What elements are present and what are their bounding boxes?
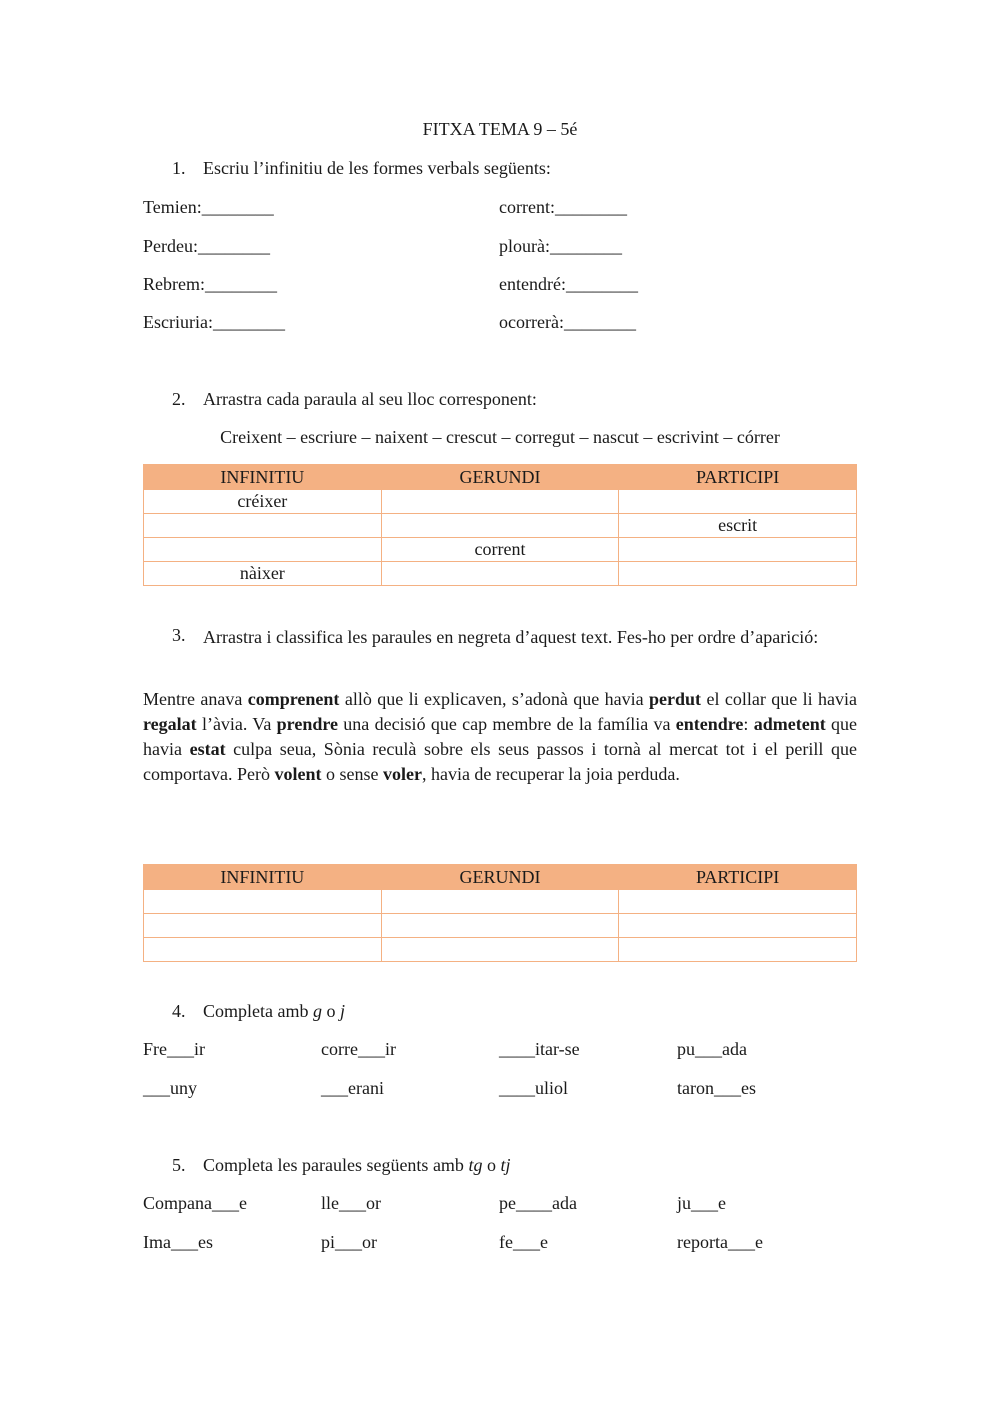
q5-prompt-tg: tg xyxy=(468,1155,483,1175)
q5-prompt-o: o xyxy=(482,1155,501,1175)
drop-cell[interactable] xyxy=(619,562,857,586)
q4-prompt xyxy=(203,1001,345,1022)
q1-number: 1. xyxy=(172,158,186,178)
table-row xyxy=(144,514,857,538)
drop-cell[interactable] xyxy=(381,490,619,514)
column-header-gerundi: GERUNDI xyxy=(381,465,619,490)
q5-item[interactable]: ju___e xyxy=(677,1193,726,1213)
q4-prompt-text: Completa amb xyxy=(203,1001,313,1021)
table-row xyxy=(144,490,857,514)
table-row xyxy=(144,914,857,938)
q4-item[interactable]: ___erani xyxy=(321,1078,384,1098)
q2-number: 2. xyxy=(172,389,186,409)
q1-item[interactable]: Escriuria:________ xyxy=(143,312,285,332)
q5-item[interactable]: reporta___e xyxy=(677,1232,763,1252)
paragraph-text: l’àvia. Va xyxy=(196,714,277,734)
q5-prompt-text: Completa les paraules següents amb xyxy=(203,1155,469,1175)
paragraph-text: una decisió que cap membre de la família va xyxy=(338,714,676,734)
q5-number: 5. xyxy=(172,1155,186,1175)
drop-cell[interactable] xyxy=(144,890,382,914)
q3-paragraph xyxy=(143,687,857,787)
paragraph-text: : xyxy=(743,714,754,734)
q1-item[interactable]: plourà:________ xyxy=(499,236,622,256)
q1-prompt: Escriu l’infinitiu de les formes verbals següents: xyxy=(203,158,551,178)
drop-cell[interactable] xyxy=(381,890,619,914)
table-row xyxy=(144,938,857,962)
q1-item[interactable]: Rebrem:________ xyxy=(143,274,277,294)
q1-item[interactable]: ocorrerà:________ xyxy=(499,312,636,332)
q4-prompt-g: g xyxy=(312,1001,322,1021)
bold-verb[interactable]: estat xyxy=(189,739,226,759)
q4-prompt-j: j xyxy=(339,1001,345,1021)
q1-item[interactable]: entendré:________ xyxy=(499,274,638,294)
q5-item[interactable]: pe____ada xyxy=(499,1193,577,1213)
bold-verb[interactable]: volent xyxy=(274,764,322,784)
bold-verb[interactable]: admetent xyxy=(753,714,826,734)
q5-item[interactable]: Ima___es xyxy=(143,1232,213,1252)
bold-verb[interactable]: perdut xyxy=(649,689,702,709)
bold-verb[interactable]: voler xyxy=(382,764,422,784)
bold-verb[interactable]: prendre xyxy=(276,714,339,734)
q4-prompt-o: o xyxy=(321,1001,340,1021)
drop-cell[interactable] xyxy=(144,514,382,538)
q5-prompt xyxy=(203,1155,510,1176)
drop-cell[interactable] xyxy=(144,538,382,562)
drop-cell[interactable]: corrent xyxy=(381,538,619,562)
table-row xyxy=(144,562,857,586)
paragraph-text: el collar que li havia xyxy=(701,689,858,709)
q4-number: 4. xyxy=(172,1001,186,1021)
drop-cell[interactable] xyxy=(619,914,857,938)
drop-cell[interactable] xyxy=(144,938,382,962)
paragraph-text: que havia xyxy=(143,714,857,759)
q3-number: 3. xyxy=(172,625,186,645)
column-header-participi: PARTICIPI xyxy=(619,465,857,490)
paragraph-text: Mentre anava xyxy=(143,689,248,709)
table-row xyxy=(144,538,857,562)
q4-item[interactable]: pu___ada xyxy=(677,1039,747,1059)
q2-table xyxy=(143,464,857,586)
paragraph-text: o sense xyxy=(321,764,383,784)
drop-cell[interactable] xyxy=(619,490,857,514)
drop-cell[interactable]: créixer xyxy=(144,490,382,514)
column-header-gerundi: GERUNDI xyxy=(381,865,619,890)
q2-prompt: Arrastra cada paraula al seu lloc corresponent: xyxy=(203,389,537,409)
bold-verb[interactable]: entendre xyxy=(675,714,744,734)
paragraph-text: , havia de recuperar la joia perduda. xyxy=(421,764,680,784)
drop-cell[interactable]: nàixer xyxy=(144,562,382,586)
bold-verb[interactable]: comprenent xyxy=(247,689,340,709)
q2-word-bank[interactable]: Creixent – escriure – naixent – crescut – corregut – nascut – escrivint – córrer xyxy=(220,427,780,447)
q3-prompt: Arrastra i classifica les paraules en negreta d’aquest text. Fes-ho per ordre d’aparició: xyxy=(203,627,819,647)
paragraph-text: allò que li explicaven, s’adonà que havia xyxy=(339,689,650,709)
paragraph-text: culpa seua, Sònia reculà sobre els seus passos i tornà al mercat tot i el perill que comportava. Però xyxy=(143,739,857,784)
q5-item[interactable]: Compana___e xyxy=(143,1193,247,1213)
q1-item[interactable]: Perdeu:________ xyxy=(143,236,270,256)
drop-cell[interactable] xyxy=(381,914,619,938)
q5-item[interactable]: lle___or xyxy=(321,1193,381,1213)
bold-verb[interactable]: regalat xyxy=(143,714,197,734)
drop-cell[interactable] xyxy=(619,538,857,562)
q5-item[interactable]: fe___e xyxy=(499,1232,548,1252)
drop-cell[interactable] xyxy=(381,562,619,586)
drop-cell[interactable] xyxy=(144,914,382,938)
drop-cell[interactable] xyxy=(619,938,857,962)
q1-item[interactable]: corrent:________ xyxy=(499,197,627,217)
drop-cell[interactable] xyxy=(381,938,619,962)
drop-cell[interactable]: escrit xyxy=(619,514,857,538)
table-row xyxy=(144,890,857,914)
q4-item[interactable]: corre___ir xyxy=(321,1039,396,1059)
q1-item[interactable]: Temien:________ xyxy=(143,197,274,217)
q5-prompt-tj: tj xyxy=(500,1155,511,1175)
page-title: FITXA TEMA 9 – 5é xyxy=(422,119,578,139)
drop-cell[interactable] xyxy=(619,890,857,914)
column-header-infinitiu: INFINITIU xyxy=(144,465,382,490)
q3-table xyxy=(143,864,857,962)
q4-item[interactable]: ____itar-se xyxy=(499,1039,580,1059)
q4-item[interactable]: taron___es xyxy=(677,1078,756,1098)
column-header-participi: PARTICIPI xyxy=(619,865,857,890)
drop-cell[interactable] xyxy=(381,514,619,538)
column-header-infinitiu: INFINITIU xyxy=(144,865,382,890)
q4-item[interactable]: Fre___ir xyxy=(143,1039,205,1059)
q4-item[interactable]: ____uliol xyxy=(499,1078,569,1098)
q4-item[interactable]: ___uny xyxy=(143,1078,197,1098)
q5-item[interactable]: pi___or xyxy=(321,1232,377,1252)
